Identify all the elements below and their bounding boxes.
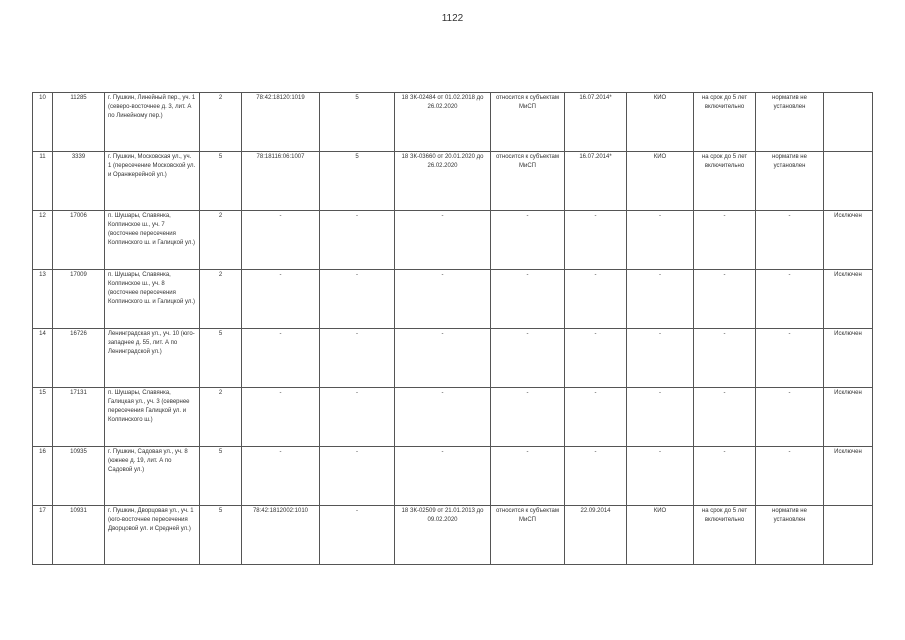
note-cell: Исключен (824, 388, 873, 447)
organization-cell: - (627, 270, 694, 329)
cadastral-number: - (242, 329, 320, 388)
table-row (33, 152, 873, 211)
zone-cell: 2 (200, 211, 242, 270)
note-cell: Исключен (824, 211, 873, 270)
address-cell: г. Пушкин, Линейный пер., уч. 1 (северо-восточнее д. 3, лит. А по Линейному пер.) (105, 93, 200, 152)
row-number: 16 (33, 447, 53, 506)
subject-cell: относится к субъектам МиСП (491, 152, 565, 211)
table-row (33, 388, 873, 447)
term-cell: - (694, 329, 756, 388)
decision-cell: 18 ЗК-02509 от 21.01.2013 до 09.02.2020 (395, 506, 491, 565)
address-cell: г. Пушкин, Садовая ул., уч. 8 (южнее д. 19, лит. А по Садовой ул.) (105, 447, 200, 506)
date-cell: - (565, 388, 627, 447)
table-row (33, 506, 873, 565)
decision-cell: 18 ЗК-02484 от 01.02.2018 до 26.02.2020 (395, 93, 491, 152)
cadastral-number: - (242, 388, 320, 447)
zone-cell: 5 (200, 152, 242, 211)
zone-cell: 5 (200, 506, 242, 565)
date-cell: - (565, 329, 627, 388)
decision-cell: - (395, 211, 491, 270)
cadastral-number: - (242, 447, 320, 506)
zone-cell: 5 (200, 447, 242, 506)
norm-cell: - (756, 211, 824, 270)
object-code: 10935 (53, 447, 105, 506)
object-code: 10931 (53, 506, 105, 565)
date-cell: 16.07.2014* (565, 152, 627, 211)
norm-cell: - (756, 329, 824, 388)
norm-cell: - (756, 270, 824, 329)
organization-cell: - (627, 211, 694, 270)
date-cell: - (565, 447, 627, 506)
row-number: 15 (33, 388, 53, 447)
subject-cell: - (491, 329, 565, 388)
registry-table (32, 92, 873, 565)
count-cell: 5 (320, 152, 395, 211)
page-number: 1122 (441, 13, 464, 24)
object-code: 17009 (53, 270, 105, 329)
table-row (33, 329, 873, 388)
norm-cell: - (756, 388, 824, 447)
zone-cell: 2 (200, 388, 242, 447)
decision-cell: - (395, 329, 491, 388)
cadastral-number: - (242, 270, 320, 329)
date-cell: - (565, 211, 627, 270)
zone-cell: 5 (200, 329, 242, 388)
zone-cell: 2 (200, 270, 242, 329)
address-cell: п. Шушары, Славянка, Колпинское ш., уч. 8 (восточнее пересечения Колпинского ш. и Галицкой ул.) (105, 270, 200, 329)
organization-cell: - (627, 388, 694, 447)
address-cell: г. Пушкин, Московская ул., уч. 1 (пересечение Московской ул. и Оранжерейной ул.) (105, 152, 200, 211)
row-number: 11 (33, 152, 53, 211)
date-cell: 16.07.2014* (565, 93, 627, 152)
note-cell (824, 93, 873, 152)
date-cell: - (565, 270, 627, 329)
object-code: 3339 (53, 152, 105, 211)
table-row (33, 270, 873, 329)
note-cell: Исключен (824, 329, 873, 388)
table-row (33, 211, 873, 270)
norm-cell: норматив не установлен (756, 152, 824, 211)
row-number: 17 (33, 506, 53, 565)
subject-cell: относится к субъектам МиСП (491, 506, 565, 565)
organization-cell: КИО (627, 93, 694, 152)
count-cell: - (320, 447, 395, 506)
row-number: 12 (33, 211, 53, 270)
count-cell: - (320, 506, 395, 565)
address-cell: Ленинградская ул., уч. 10 (юго-западнее д. 55, лит. А по Ленинградской ул.) (105, 329, 200, 388)
organization-cell: - (627, 329, 694, 388)
count-cell: - (320, 270, 395, 329)
table-row (33, 447, 873, 506)
subject-cell: - (491, 270, 565, 329)
count-cell: 5 (320, 93, 395, 152)
term-cell: - (694, 388, 756, 447)
subject-cell: относится к субъектам МиСП (491, 93, 565, 152)
subject-cell: - (491, 447, 565, 506)
norm-cell: норматив не установлен (756, 93, 824, 152)
cadastral-number: - (242, 211, 320, 270)
term-cell: на срок до 5 лет включительно (694, 93, 756, 152)
term-cell: - (694, 211, 756, 270)
zone-cell: 2 (200, 93, 242, 152)
row-number: 13 (33, 270, 53, 329)
organization-cell: - (627, 447, 694, 506)
count-cell: - (320, 388, 395, 447)
decision-cell: - (395, 447, 491, 506)
organization-cell: КИО (627, 506, 694, 565)
note-cell (824, 152, 873, 211)
object-code: 17131 (53, 388, 105, 447)
cadastral-number: 78:42:1812002:1010 (242, 506, 320, 565)
count-cell: - (320, 329, 395, 388)
decision-cell: - (395, 270, 491, 329)
date-cell: 22.09.2014 (565, 506, 627, 565)
row-number: 14 (33, 329, 53, 388)
note-cell: Исключен (824, 270, 873, 329)
term-cell: на срок до 5 лет включительно (694, 506, 756, 565)
decision-cell: - (395, 388, 491, 447)
note-cell (824, 506, 873, 565)
table-row (33, 93, 873, 152)
term-cell: на срок до 5 лет включительно (694, 152, 756, 211)
object-code: 16726 (53, 329, 105, 388)
organization-cell: КИО (627, 152, 694, 211)
address-cell: г. Пушкин, Дворцовая ул., уч. 1 (юго-восточнее пересечения Дворцовой ул. и Средней ул.) (105, 506, 200, 565)
object-code: 11285 (53, 93, 105, 152)
subject-cell: - (491, 388, 565, 447)
row-number: 10 (33, 93, 53, 152)
norm-cell: норматив не установлен (756, 506, 824, 565)
term-cell: - (694, 447, 756, 506)
cadastral-number: 78:18116:06:1007 (242, 152, 320, 211)
term-cell: - (694, 270, 756, 329)
subject-cell: - (491, 211, 565, 270)
decision-cell: 18 ЗК-03660 от 20.01.2020 до 26.02.2020 (395, 152, 491, 211)
note-cell: Исключен (824, 447, 873, 506)
address-cell: п. Шушары, Славянка, Галицкая ул., уч. 3 (севернее пересечения Галицкой ул. и Колпинского ш.) (105, 388, 200, 447)
norm-cell: - (756, 447, 824, 506)
count-cell: - (320, 211, 395, 270)
address-cell: п. Шушары, Славянка, Колпинское ш., уч. 7 (восточнее пересечения Колпинского ш. и Галицкой ул.) (105, 211, 200, 270)
object-code: 17006 (53, 211, 105, 270)
cadastral-number: 78:42:18120:1019 (242, 93, 320, 152)
